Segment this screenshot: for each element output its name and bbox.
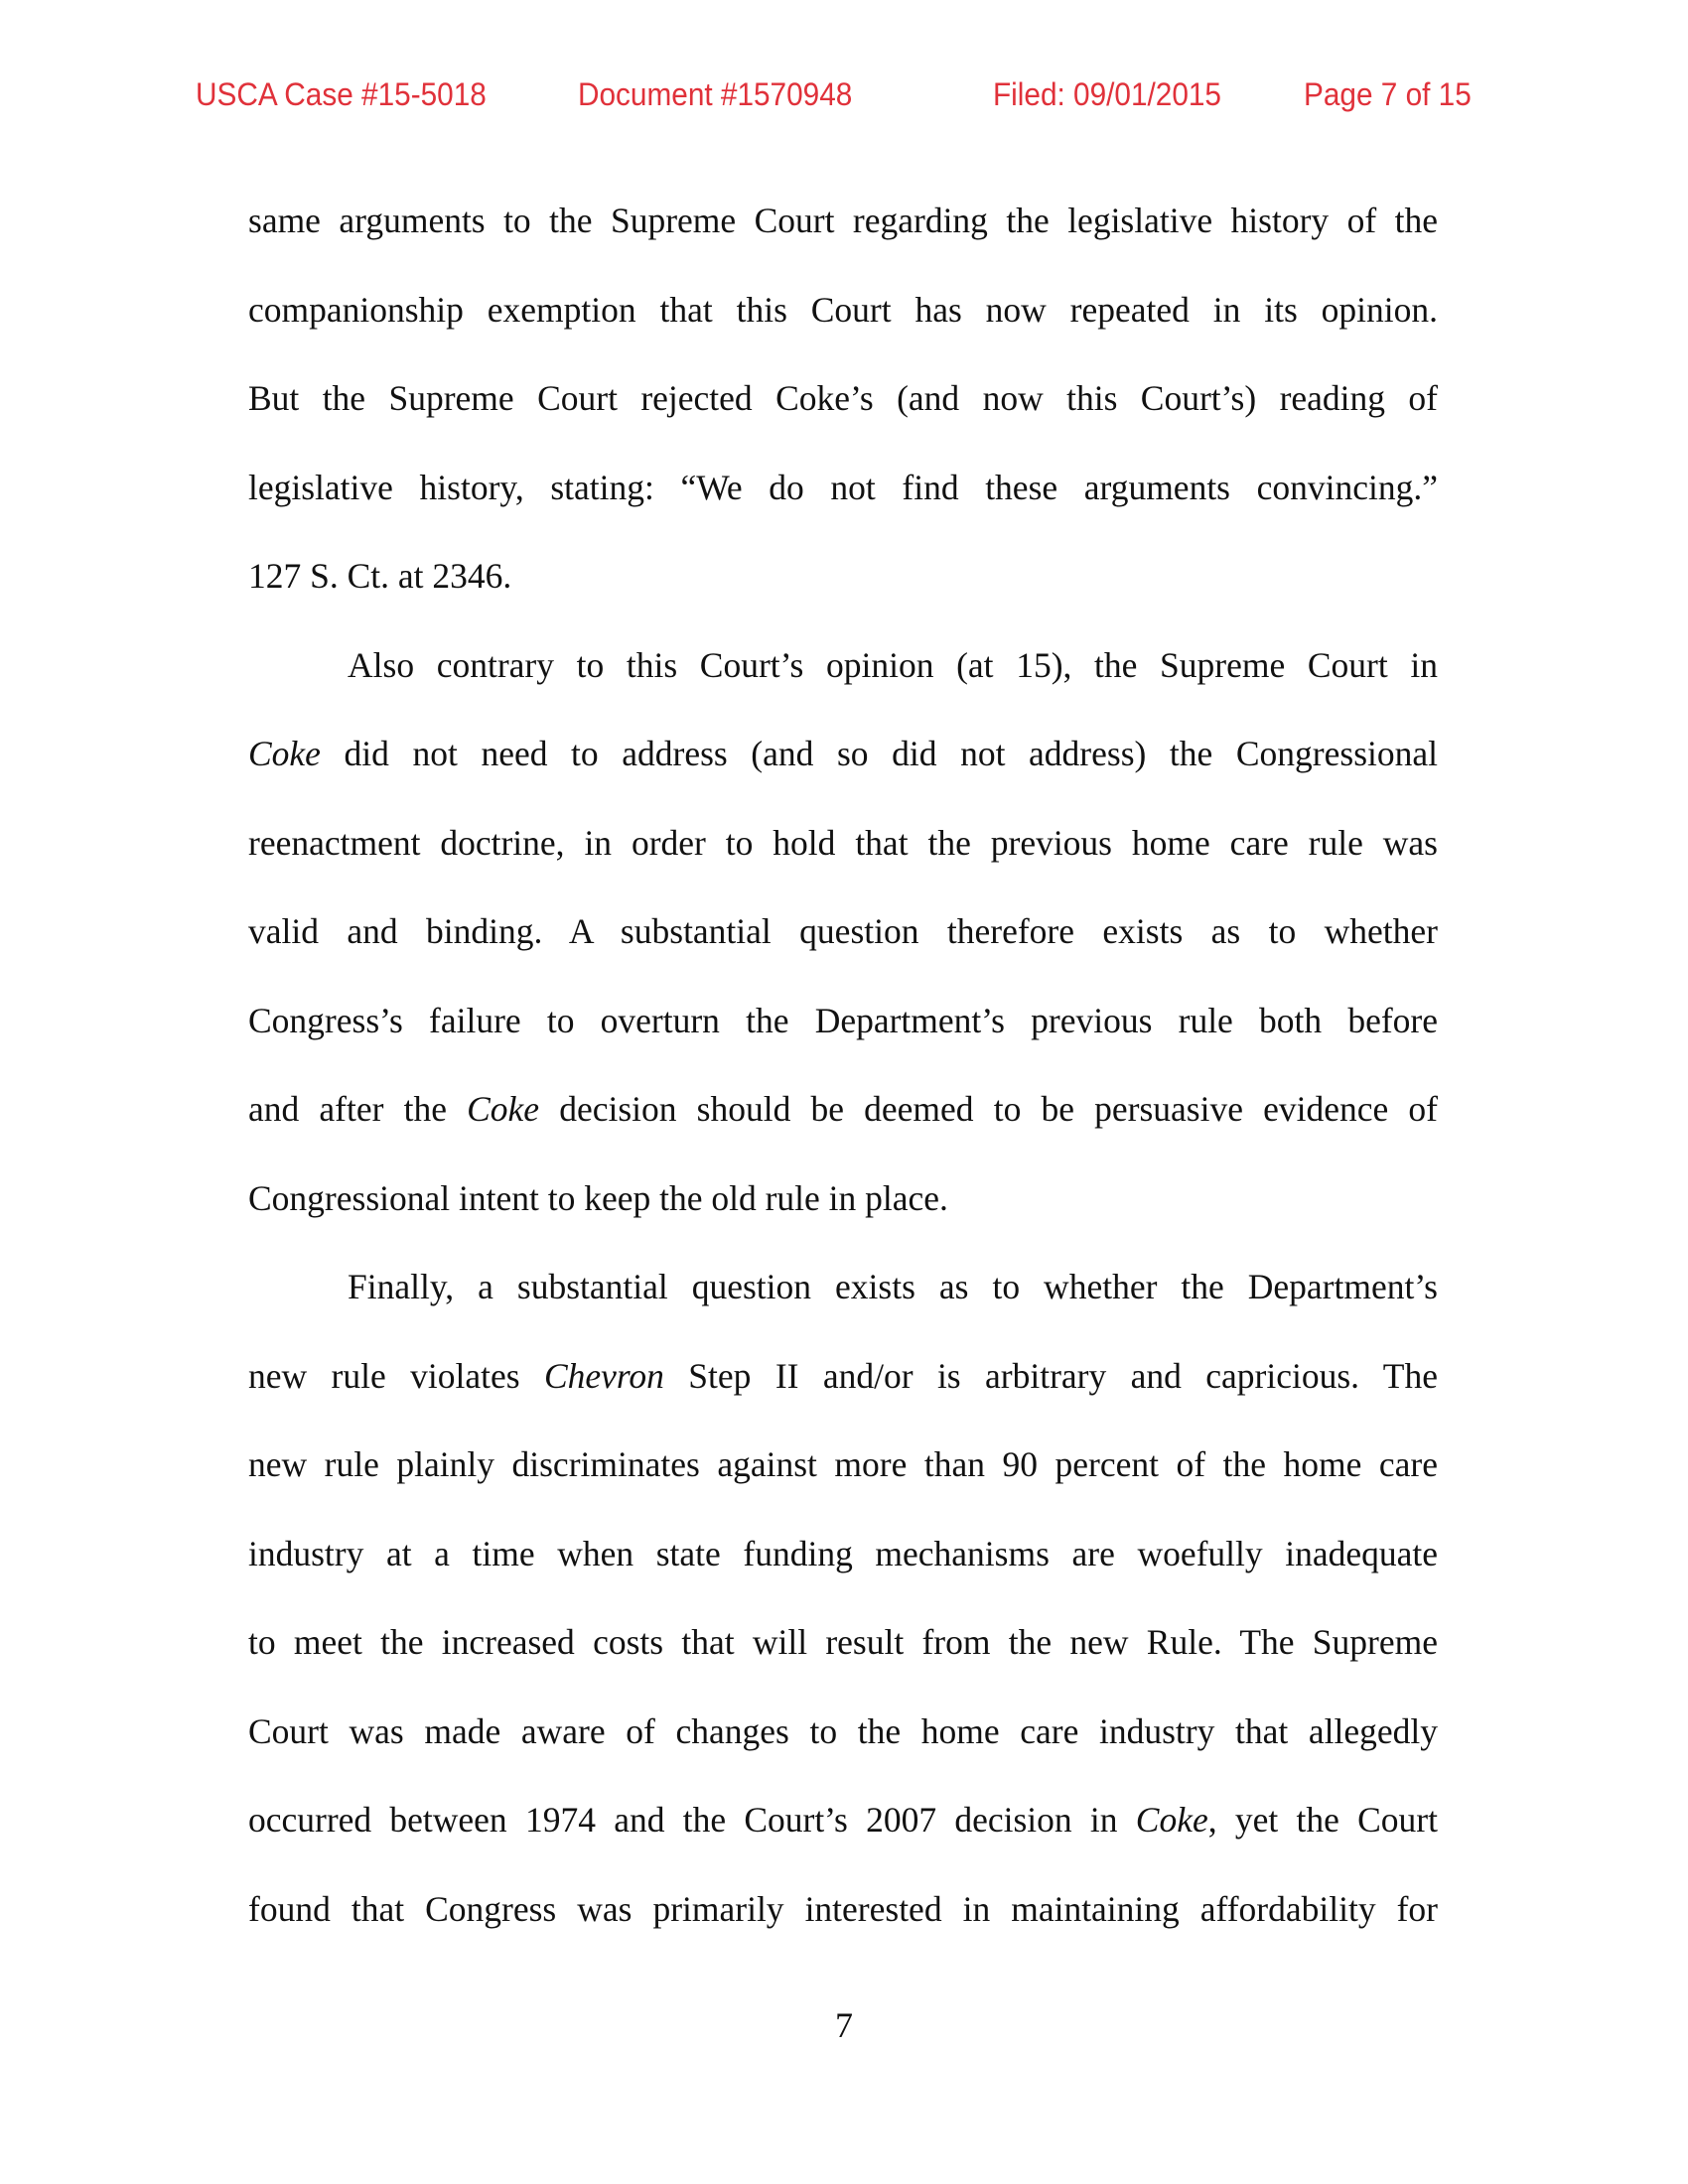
header-document-number: Document #1570948 xyxy=(578,76,853,112)
line-text: industry at a time when state funding mechanisms are woefully inadequate xyxy=(248,1533,1438,1573)
body-line xyxy=(248,977,1438,1066)
line-text: Step II and/or is arbitrary and capricious. The xyxy=(663,1355,1438,1396)
line-text: 127 S. Ct. at 2346. xyxy=(248,556,512,596)
body-line xyxy=(248,1865,1438,1955)
line-text: Congressional intent to keep the old rule in place. xyxy=(248,1177,948,1218)
header-filed-date: Filed: 09/01/2015 xyxy=(993,76,1221,112)
body-line xyxy=(248,621,1438,711)
body-line xyxy=(248,354,1438,444)
line-text: valid and binding. A substantial question therefore exists as to whether xyxy=(248,911,1438,951)
line-text: , yet the Court xyxy=(1207,1800,1438,1840)
line-text: occurred between 1974 and the Court’s 2007 decision in xyxy=(248,1800,1136,1840)
body-line xyxy=(248,1243,1438,1332)
body-line xyxy=(248,177,1438,266)
line-text: decision should be deemed to be persuasive evidence of xyxy=(539,1089,1438,1129)
line-text: and after the xyxy=(248,1089,468,1129)
line-text: Court was made aware of changes to the home care industry that allegedly xyxy=(248,1710,1438,1751)
header-case-number: USCA Case #15-5018 xyxy=(196,76,487,112)
body-line xyxy=(248,1688,1438,1777)
body-line xyxy=(248,532,1438,621)
document-body xyxy=(248,177,1438,1954)
case-name-italic: Coke xyxy=(248,734,321,773)
header-page-count: Page 7 of 15 xyxy=(1304,76,1472,112)
line-text: new rule plainly discriminates against more than 90 percent of the home care xyxy=(248,1444,1438,1484)
case-name-italic: Coke xyxy=(467,1089,540,1129)
line-text: Finally, a substantial question exists as to whether the Department’s xyxy=(348,1267,1438,1306)
case-name-italic: Chevron xyxy=(543,1355,664,1396)
line-text: new rule violates xyxy=(248,1355,544,1396)
body-line xyxy=(248,1510,1438,1599)
body-line xyxy=(248,444,1438,533)
line-text: legislative history, stating: “We do not find these arguments convincing.” xyxy=(248,467,1438,507)
page-number: 7 xyxy=(835,2005,853,2045)
body-line xyxy=(248,1155,1438,1244)
line-text: to meet the increased costs that will result from the new Rule. The Supreme xyxy=(248,1622,1438,1662)
body-line xyxy=(248,887,1438,977)
body-line xyxy=(248,710,1438,799)
body-line xyxy=(248,1598,1438,1688)
body-line xyxy=(248,799,1438,888)
body-line xyxy=(248,1421,1438,1510)
line-text: did not need to address (and so did not address) the Congressional xyxy=(320,734,1438,773)
line-text: Also contrary to this Court’s opinion (at 15), the Supreme Court in xyxy=(348,644,1438,685)
body-line xyxy=(248,1065,1438,1155)
line-text: reenactment doctrine, in order to hold that the previous home care rule was xyxy=(248,822,1438,863)
body-line xyxy=(248,266,1438,355)
line-text: same arguments to the Supreme Court regarding the legislative history of the xyxy=(248,201,1438,240)
line-text: companionship exemption that this Court has now repeated in its opinion. xyxy=(248,289,1438,330)
line-text: found that Congress was primarily interested in maintaining affordability for xyxy=(248,1888,1438,1929)
body-line xyxy=(248,1776,1438,1865)
line-text: But the Supreme Court rejected Coke’s (and now this Court’s) reading of xyxy=(248,378,1438,418)
line-text: Congress’s failure to overturn the Department’s previous rule both before xyxy=(248,1000,1438,1040)
case-name-italic: Coke xyxy=(1135,1800,1208,1840)
body-line xyxy=(248,1332,1438,1422)
